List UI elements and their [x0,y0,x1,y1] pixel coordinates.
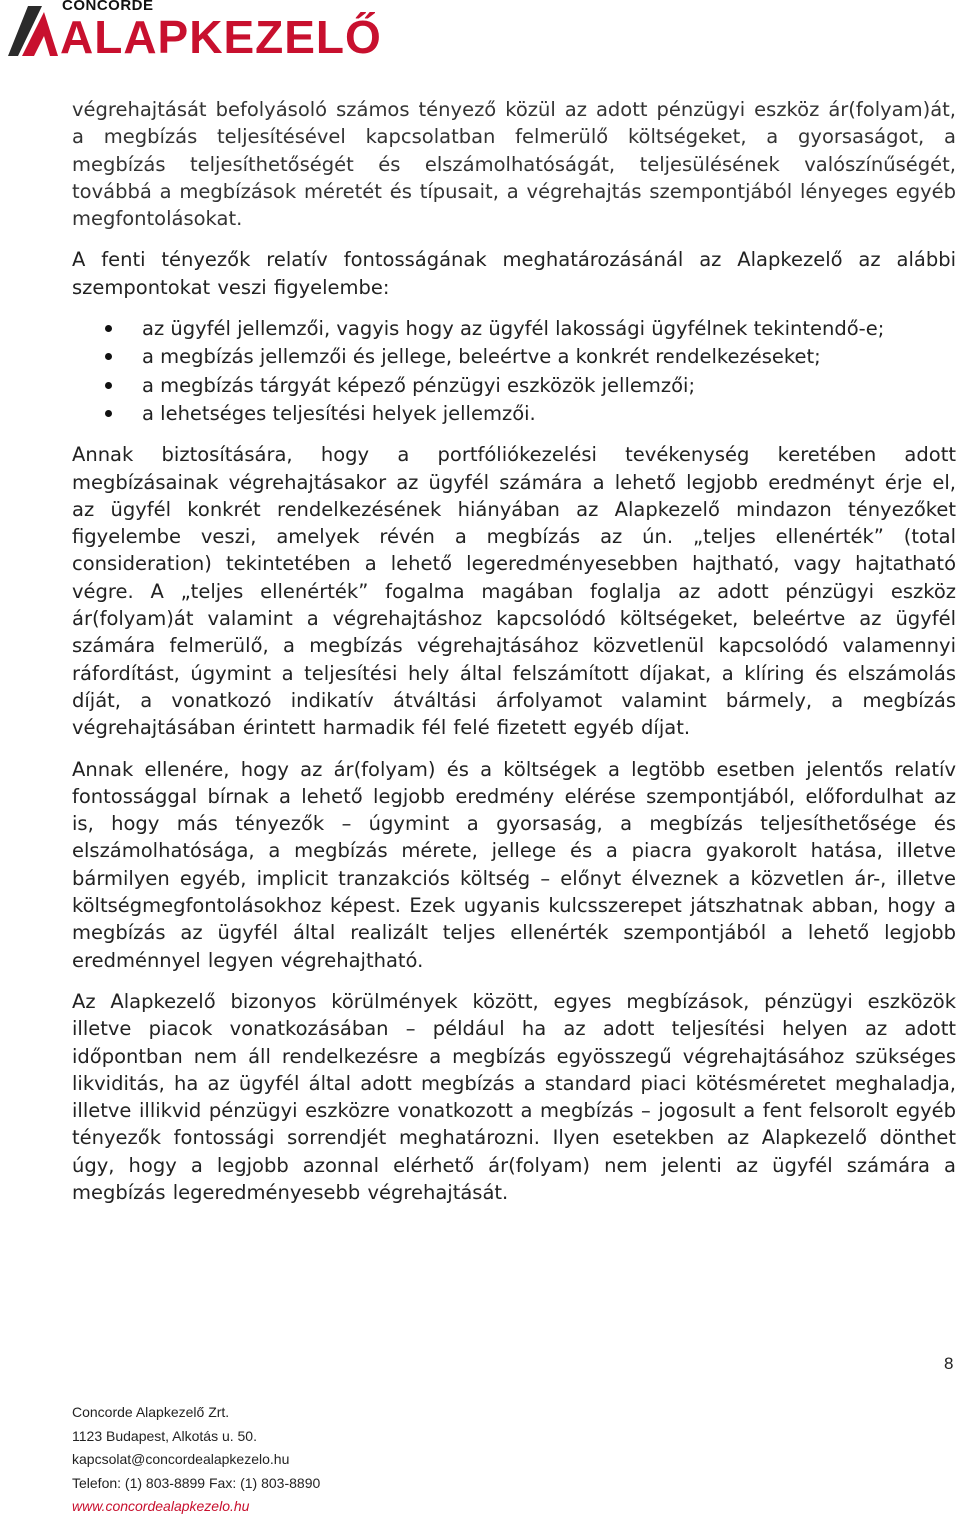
footer-website-link[interactable]: www.concordealapkezelo.hu [72,1498,250,1514]
bullet-icon [105,410,112,417]
bullet-icon [105,382,112,389]
footer-company: Concorde Alapkezelő Zrt. [72,1404,230,1420]
list-item [72,400,956,427]
footer-address: 1123 Budapest, Alkotás u. 50. [72,1427,257,1444]
paragraph-other-factors: Annak ellenére, hogy az ár(folyam) és a költségek a legtöbb esetben jelentős relatív fontossággal bírnak a lehető legjobb eredmény elérése szempontjából, előfordulhat az is, hogy más tényezők – úgymint a gyorsaság, a megbízás teljesíthetősége és elszámolhatósága, a megbízás mérete, jellege és a piacra gyakorolt hatása, illetve bármilyen egyéb, implicit tranzakciós költség – előnyt élveznek a közvetlen ár-, illetve költségmegfontolásokhoz képest. Ezek ugyanis kulcsszerepet játszhatnak abban, hogy a megbízás az ügyfél által realizált teljes ellenérték szempontjából a lehető legjobb eredménnyel legyen végrehajtható. [72,757,956,972]
list-item-text: a lehetséges teljesítési helyek jellemzői. [142,401,536,425]
list-item [72,315,956,342]
paragraph-priority-order: Az Alapkezelő bizonyos körülmények között, egyes megbízások, pénzügyi eszközök illetve piacok vonatkozásában – például ha az adott teljesítési helyen az adott időpontban nem áll rendelkezésre a megbízás egyösszegű végrehajtásához szükséges likviditás, ha az ügyfél által adott megbízás a standard piaci kötésméretet meghaladja, illetve illikvid pénzügyi eszközre vonatkozott a megbízás – jogosult a fent felsorolt egyéb tényezők fontossági sorrendjét meghatározni. Ilyen esetekben az Alapkezelő dönthet úgy, hogy a legjobb azonnal elérhető ár(folyam) nem jelenti az ügyfél számára a megbízás legeredményesebb végrehajtását. [72,989,956,1204]
concorde-triangle-logo-icon [6,2,60,58]
list-item [72,372,956,399]
page-number: 8 [944,1354,954,1373]
bullet-icon [105,353,112,360]
paragraph-relative-importance: A fenti tényezők relatív fontosságának meghatározásánál az Alapkezelő az alábbi szempontokat veszi figyelembe: [72,248,956,299]
document-body [72,96,956,1220]
paragraph-total-consideration: Annak biztosítására, hogy a portfóliókezelési tevékenység keretében adott megbízásainak végrehajtásakor az ügyfél számára a lehető legjobb eredményt érje el, az ügyfél konkrét rendelkezésének hiányában az Alapkezelő mindazon tényezőket figyelembe veszi, amelyek révén a megbízás az ún. „teljes ellenérték” (total consideration) tekintetében a lehető legeredményesebben hajtható, vagy hajtatható végre. A „teljes ellenérték” fogalma magában foglalja az adott pénzügyi eszköz ár(folyam)át valamint a végrehajtáshoz kapcsolódó költségeket, beleértve az ügyfél számára felmerülő, a megbízás végrehajtásához közvetlenül kapcsolódó valamennyi ráfordítást, úgymint a teljesítési hely által felszámított díjakat, a klíring és elszámolás díját, a vonatkozó indikatív átváltási árfolyamot valamint bármely, a megbízás végrehajtásában érintett harmadik fél felé fizetett egyéb díjat. [72,443,956,740]
list-item-text: a megbízás jellemzői és jellege, beleértve a konkrét rendelkezéseket; [142,345,821,369]
bullet-icon [105,325,112,332]
footer [72,1402,320,1520]
list-item-text: az ügyfél jellemzői, vagyis hogy az ügyfél lakossági ügyfélnek tekintendő-e; [142,317,885,341]
footer-email-link[interactable]: kapcsolat@concordealapkezelo.hu [72,1451,290,1467]
logo-brand-small: CONCORDE [62,0,154,14]
list-item-text: a megbízás tárgyát képező pénzügyi eszközök jellemzői; [142,373,696,397]
list-item [72,343,956,370]
logo-brand-big: ALAPKEZELŐ [60,11,382,63]
criteria-list [72,315,956,427]
company-logo [6,0,406,62]
paragraph-execution-factors: végrehajtását befolyásoló számos tényező közül az adott pénzügyi eszköz ár(folyam)át, a megbízás teljesítésével kapcsolatban felmerülő költségeket, a gyorsaságot, a megbízás teljesíthetőségét és elszámolhatóságát, teljesülésének valószínűségét, továbbá a megbízások méretét és típusait, a végrehajtás szempontjából lényeges egyéb megfontolásokat. [72,98,956,231]
footer-phone: Telefon: (1) 803-8899 Fax: (1) 803-8890 [72,1474,321,1491]
